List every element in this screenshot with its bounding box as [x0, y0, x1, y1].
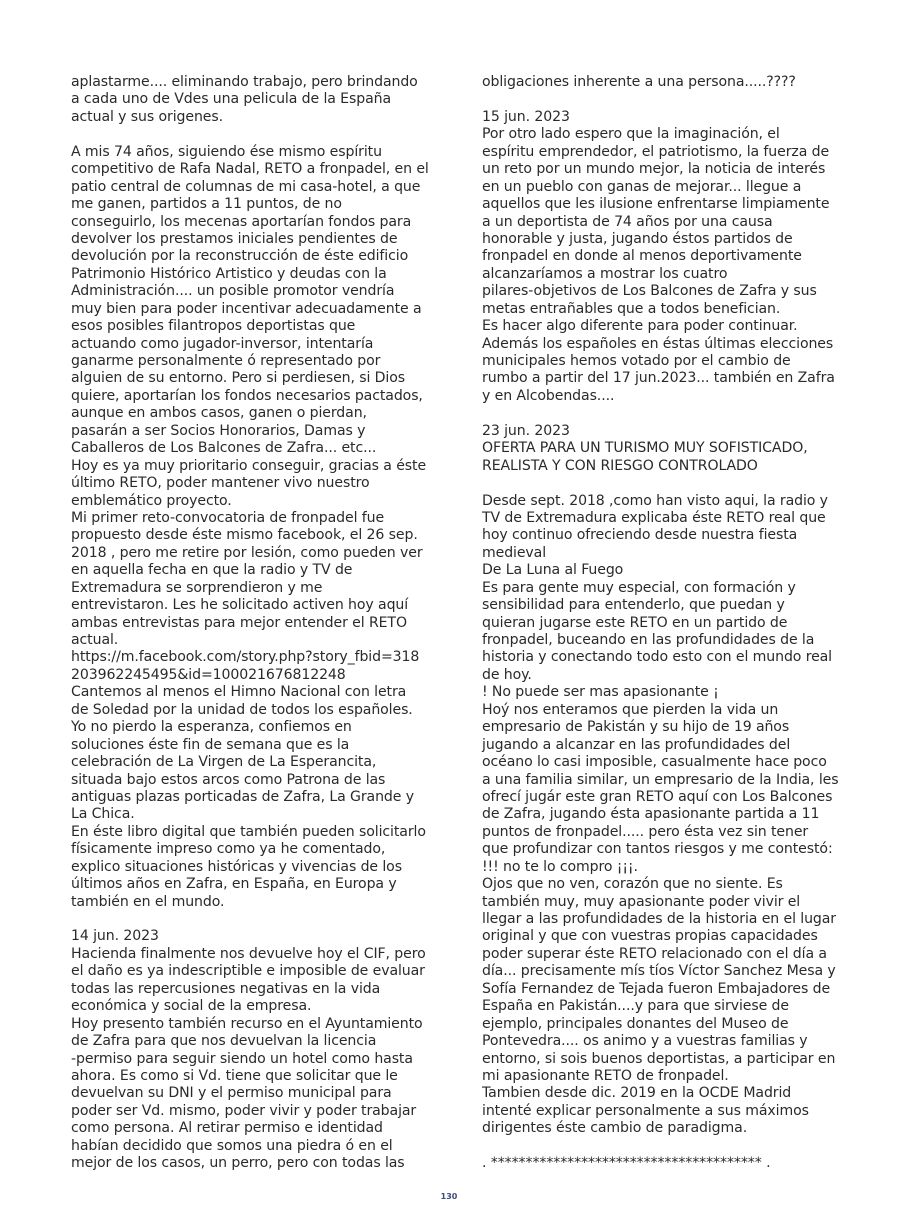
text-line: fronpadel, buceando en las profundidades de la	[482, 632, 815, 648]
text-line: propuesto desde éste mismo facebook, el 26 sep.	[71, 527, 418, 544]
text-line: España en Pakistán....y para que sirviese de	[482, 998, 789, 1015]
text-line: un reto por un mundo mejor, la noticia de interés	[482, 161, 826, 178]
text-line: patio central de columnas de mi casa-hotel, a que	[71, 178, 421, 195]
text-line: 2018 , pero me retire por lesión, como pueden ver	[71, 544, 423, 561]
text-line: mejor de los casos, un perro, pero con todas las	[71, 1155, 405, 1172]
text-line: devuelvan su DNI y el permiso municipal para	[71, 1085, 392, 1102]
text-line: esos posibles filantropos deportistas que	[71, 318, 356, 335]
text-line: en un pueblo con ganas de mejorar... llegue a	[482, 178, 802, 195]
text-line: todas las repercusiones negativas en la vida	[71, 980, 381, 997]
text-line: dirigentes éste cambio de paradigma.	[482, 1120, 748, 1137]
text-line: el daño es ya indescriptible e imposible de evaluar	[71, 963, 425, 980]
text-line: Caballeros de Los Balcones de Zafra... etc...	[71, 440, 377, 457]
text-line: 23 jun. 2023	[482, 422, 570, 439]
text-line: puntos de fronpadel..... pero ésta vez sin tener	[482, 823, 809, 840]
text-line: OFERTA PARA UN TURISMO MUY SOFISTICADO,	[482, 440, 808, 457]
text-line: a una familia similar, un empresario de la India, les	[482, 771, 839, 788]
text-line: emblemático proyecto.	[71, 492, 232, 509]
text-line: y en Alcobendas....	[482, 387, 615, 404]
text-line: Ojos que no ven, corazón que no siente. Es	[482, 876, 783, 893]
text-line: de Zafra, jugando ésta apasionante partida a 11	[482, 806, 820, 823]
text-line: día... precisamente mís tíos Víctor Sanchez Mesa y	[482, 963, 836, 980]
text-line: aquellos que les ilusione enfrentarse limpiamente	[482, 196, 830, 213]
text-line: Por otro lado espero que la imaginación, el	[482, 126, 780, 143]
text-line: https://m.facebook.com/story.php?story_fbid=318	[71, 649, 420, 666]
text-line: también muy, muy apasionante poder vivir el	[482, 893, 801, 910]
text-line: municipales hemos votado por el cambio de	[482, 353, 791, 369]
text-line: Patrimonio Histórico Artistico y deudas con la	[71, 265, 387, 282]
text-line: habían decidido que somos una piedra ó en el	[71, 1137, 393, 1154]
text-line: actual y sus origenes.	[71, 108, 223, 125]
paragraph-gap	[71, 911, 417, 928]
text-line: obligaciones inherente a una persona.....????	[482, 74, 796, 90]
text-line: me ganen, partidos a 11 puntos, de no	[71, 196, 342, 213]
text-line: !!! no te lo compro ¡¡¡.	[482, 858, 638, 875]
text-line: intenté explicar personalmente a sus máximos	[482, 1102, 809, 1119]
text-line: TV de Extremadura explicaba éste RETO real que	[482, 509, 826, 526]
text-line: fronpadel en donde al menos deportivamente	[482, 248, 802, 265]
text-line: Sofía Fernandez de Tejada fueron Embajadores de	[482, 980, 831, 997]
paragraph-gap	[482, 91, 827, 108]
text-line: poder ser Vd. mismo, poder vivir y poder trabajar	[71, 1102, 417, 1119]
text-line: conseguirlo, los mecenas aportarían fondos para	[71, 213, 412, 230]
text-line: quieran jugarse este RETO en un partido de	[482, 614, 788, 631]
paragraph-gap	[482, 405, 827, 422]
text-line: físicamente impreso como ya he comentado,	[71, 841, 386, 858]
text-line: Hoy presento también recurso en el Ayuntamiento	[71, 1015, 423, 1032]
text-line: Cantemos al menos el Himno Nacional con letra	[71, 684, 407, 701]
text-line: pilares-objetivos de Los Balcones de Zafra y sus	[482, 283, 817, 300]
text-line: La Chica.	[71, 806, 135, 823]
text-line: A mis 74 años, siguiendo ése mismo espíritu	[71, 143, 382, 160]
text-line: últimos años en Zafra, en España, en Europa y	[71, 876, 397, 893]
text-line: de hoy.	[482, 666, 532, 683]
right-text-column	[482, 74, 839, 1173]
text-line: alguien de su entorno. Pero si perdiesen, si Dios	[71, 370, 406, 387]
text-line: llegar a las profundidades de la historia en el lugar	[482, 911, 836, 927]
text-line: Desde sept. 2018 ,como han visto aqui, la radio y	[482, 492, 828, 509]
text-line: Además los españoles en éstas últimas elecciones	[482, 335, 834, 352]
text-line: Es para gente muy especial, con formación y	[482, 579, 796, 596]
text-line: ambas entrevistas para mejor entender el RETO	[71, 614, 407, 631]
text-line: 15 jun. 2023	[482, 108, 570, 125]
text-line: económica y social de la empresa.	[71, 998, 312, 1015]
text-line: situada bajo estos arcos como Patrona de las	[71, 771, 386, 788]
text-line: historia y conectando todo esto con el mundo real	[482, 649, 832, 666]
paragraph-gap	[482, 1138, 827, 1155]
text-line: 203962245495&id=100021676812248	[71, 666, 346, 683]
text-line: sensibilidad para entenderlo, que puedan y	[482, 597, 785, 614]
text-line: Administración.... un posible promotor vendría	[71, 283, 395, 300]
text-line: devolver los prestamos iniciales pendientes de	[71, 230, 398, 247]
text-line: a un deportista de 74 años por una causa	[482, 213, 773, 230]
text-line: Hoy es ya muy prioritario conseguir, gracias a éste	[71, 457, 427, 474]
text-line: rumbo a partir del 17 jun.2023... también en Zafra	[482, 370, 835, 387]
text-line: de Soledad por la unidad de todos los españoles.	[71, 701, 413, 718]
page-number: 130	[440, 1192, 458, 1201]
text-line: ejemplo, principales donantes del Museo de	[482, 1015, 789, 1032]
text-line: competitivo de Rafa Nadal, RETO a fronpadel, en el	[71, 161, 429, 178]
text-line: espíritu emprendedor, el patriotismo, la fuerza de	[482, 143, 830, 160]
text-line: Es hacer algo diferente para poder continuar.	[482, 318, 798, 335]
text-line: aunque en ambos casos, ganen o pierdan,	[71, 405, 367, 422]
text-line: REALISTA Y CON RIESGO CONTROLADO	[482, 457, 758, 474]
text-line: océano lo casi imposible, casualmente hace poco	[482, 754, 827, 771]
text-line: actuando como jugador-inversor, intentaría	[71, 335, 374, 352]
text-line: En éste libro digital que también pueden solicitarlo	[71, 823, 426, 840]
text-line: Yo no pierdo la esperanza, confiemos en	[71, 719, 352, 736]
text-line: antiguas plazas porticadas de Zafra, La Grande y	[71, 788, 414, 805]
text-line: de Zafra para que nos devuelvan la licencia	[71, 1033, 377, 1050]
text-line: De La Luna al Fuego	[482, 562, 624, 579]
text-line: también en el mundo.	[71, 893, 225, 910]
text-line: a cada uno de Vdes una pelicula de la España	[71, 91, 391, 108]
text-line: Hacienda finalmente nos devuelve hoy el CIF, pero	[71, 945, 426, 962]
text-line: entorno, si sois buenos deportistas, a participar en	[482, 1050, 836, 1067]
text-line: último RETO, poder mantener vivo nuestro	[71, 475, 370, 492]
text-line: ganarme personalmente ó representado por	[71, 353, 381, 369]
left-text-column	[71, 74, 429, 1173]
text-line: entrevistaron. Les he solicitado activen hoy aquí	[71, 597, 409, 614]
text-line: 14 jun. 2023	[71, 928, 159, 945]
text-line: devolución por la reconstrucción de éste edificio	[71, 248, 409, 265]
text-line: honorable y justa, jugando éstos partidos de	[482, 230, 793, 247]
text-line: muy bien para poder incentivar adecuadamente a	[71, 300, 422, 317]
text-line: jugando a alcanzar en las profundidades del	[482, 736, 791, 753]
text-line: soluciones éste fin de semana que es la	[71, 736, 350, 753]
text-line: alcanzaríamos a mostrar los cuatro	[482, 265, 728, 282]
text-line: . *************************************** .	[482, 1155, 771, 1172]
text-line: Pontevedra.... os animo y a vuestras familias y	[482, 1033, 808, 1050]
text-line: quiere, aportarían los fondos necesarios pactados,	[71, 387, 423, 404]
text-line: empresario de Pakistán y su hijo de 19 años	[482, 719, 790, 736]
text-line: -permiso para seguir siendo un hotel como hasta	[71, 1050, 413, 1067]
text-line: en aquella fecha en que la radio y TV de	[71, 562, 353, 579]
text-line: Mi primer reto-convocatoria de fronpadel fue	[71, 509, 385, 526]
text-line: explico situaciones históricas y vivencias de los	[71, 858, 402, 875]
text-line: metas entrañables que a todos benefician.	[482, 300, 781, 317]
text-line: Hoý nos enteramos que pierden la vida un	[482, 701, 779, 718]
paragraph-gap	[482, 475, 827, 492]
text-line: aplastarme.... eliminando trabajo, pero brindando	[71, 74, 418, 90]
text-line: hoy continuo ofreciendo desde nuestra fiesta	[482, 527, 798, 544]
paragraph-gap	[71, 126, 417, 143]
text-line: Extremadura se sorprendieron y me	[71, 579, 323, 596]
text-line: poder superar éste RETO relacionado con el día a	[482, 945, 827, 962]
text-line: celebración de La Virgen de La Esperancita,	[71, 754, 377, 771]
text-line: medieval	[482, 544, 547, 561]
text-line: ofrecí jugár este gran RETO aquí con Los Balcones	[482, 788, 833, 805]
text-line: Tambien desde dic. 2019 en la OCDE Madrid	[482, 1085, 792, 1102]
text-line: mi apasionante RETO de fronpadel.	[482, 1067, 729, 1084]
text-line: actual.	[71, 632, 119, 648]
text-line: ! No puede ser mas apasionante ¡	[482, 684, 719, 701]
text-line: como persona. Al retirar permiso e identidad	[71, 1120, 383, 1137]
text-line: pasarán a ser Socios Honorarios, Damas y	[71, 422, 366, 439]
text-line: original y que con vuestras propias capacidades	[482, 928, 818, 945]
text-line: que profundizar con tantos riesgos y me contestó:	[482, 841, 833, 858]
text-line: ahora. Es como si Vd. tiene que solicitar que le	[71, 1067, 398, 1084]
